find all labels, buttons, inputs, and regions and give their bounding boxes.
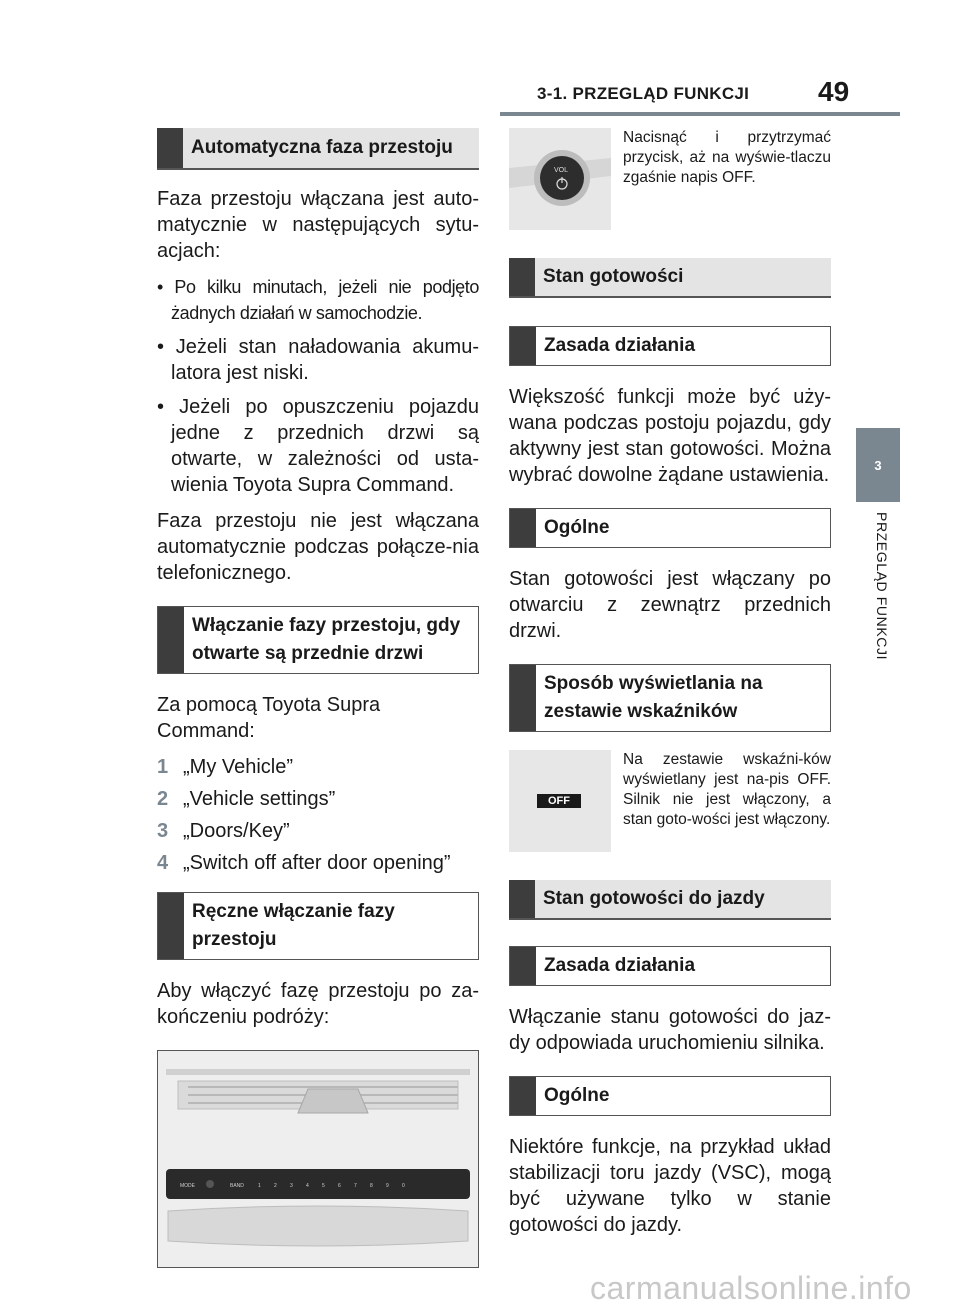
heading-bar [510, 947, 536, 985]
heading-label: Ręczne włączanie fazy przestoju [192, 901, 395, 950]
step-number: 3 [157, 820, 169, 842]
step-item [157, 754, 479, 780]
paragraph: Aby włączyć fazę przestoju po za-kończeniu podróży: [157, 980, 479, 1028]
heading-bar [509, 258, 535, 296]
heading-bar [157, 128, 183, 168]
preset-label: 2 [274, 1183, 277, 1189]
heading-bar [510, 1077, 536, 1115]
heading-label: Stan gotowości [543, 266, 684, 287]
off-indicator-image [509, 750, 611, 852]
step-text: „Switch off after door opening” [183, 852, 451, 874]
page-number: 49 [818, 76, 850, 107]
step-number: 2 [157, 788, 169, 810]
vol-label: VOL [554, 167, 569, 174]
preset-label: 7 [354, 1183, 357, 1189]
paragraph: Za pomocą Toyota Supra Command: [157, 694, 381, 742]
heading-label: Ogólne [544, 517, 610, 538]
power-button-icon [509, 128, 611, 230]
figure-off-indicator [509, 750, 831, 852]
chapter-tab[interactable] [856, 428, 900, 502]
heading-label: Włączanie fazy przestoju, gdy otwarte są przednie drzwi [192, 615, 461, 664]
watermark: carmanualsonline.info [590, 1270, 912, 1306]
heading-bar [509, 880, 535, 918]
preset-label: 0 [402, 1183, 405, 1189]
step-text: „My Vehicle” [183, 756, 294, 778]
left-column [157, 128, 479, 1268]
heading-general [509, 1076, 831, 1116]
step-text: „Doors/Key” [183, 820, 290, 842]
paragraph: Faza przestoju nie jest włączana automatycznie podczas połącze-nia telefonicznego. [157, 510, 479, 584]
preset-label: 1 [258, 1183, 261, 1189]
preset-label: 4 [306, 1183, 309, 1189]
step-number: 1 [157, 756, 169, 778]
heading-label: Stan gotowości do jazdy [543, 888, 765, 909]
step-number: 4 [157, 852, 169, 874]
paragraph: Faza przestoju włączana jest auto-matycznie w następujących sytu-acjach: [157, 188, 479, 262]
step-item [157, 850, 479, 876]
preset-label: 8 [370, 1183, 373, 1189]
figure-caption: Nacisnąć i przytrzymać przycisk, aż na wyświe-tlaczu zgaśnie napis OFF. [623, 129, 831, 186]
dashboard-illustration [157, 1050, 479, 1268]
off-badge: OFF [537, 794, 581, 808]
figure-caption: Na zestawie wskaźni-ków wyświetlany jest na-pis OFF. Silnik nie jest włączony, a stan goto-wości jest włączony. [623, 751, 831, 828]
heading-general [509, 508, 831, 548]
steps-list [157, 754, 479, 876]
heading-bar [158, 607, 184, 673]
dashboard-svg [158, 1051, 478, 1267]
heading-label: Sposób wyświetlania na zestawie wskaźników [544, 673, 763, 722]
bullet-item: • Jeżeli po opuszczeniu pojazdu jedne z przednich drzwi są otwarte, w zależności od usta-wienia Toyota Supra Command. [157, 396, 479, 496]
heading-bar [510, 509, 536, 547]
preset-label: 9 [386, 1183, 389, 1189]
step-item [157, 786, 479, 812]
preset-label: 5 [322, 1183, 325, 1189]
preset-label: 6 [338, 1183, 341, 1189]
paragraph: Większość funkcji może być uży-wana podczas postoju pojazdu, gdy aktywny jest stan gotowości. Można wybrać dowolne żądane ustawienia. [509, 386, 831, 486]
heading-label: Ogólne [544, 1085, 610, 1106]
preset-label: 3 [290, 1183, 293, 1189]
heading-bar [510, 665, 536, 731]
chapter-number: 3 [874, 457, 882, 473]
paragraph: Niektóre funkcje, na przykład układ stabilizacji toru jazdy (VSC), mogą być używane tylko w stanie gotowości do jazdy. [509, 1136, 831, 1236]
section-title: 3-1. PRZEGLĄD FUNKCJI [537, 84, 750, 103]
heading-bar [158, 893, 184, 959]
header-rule [500, 112, 900, 116]
step-text: „Vehicle settings” [183, 788, 336, 810]
bullet-list [157, 274, 479, 498]
mode-label: MODE [180, 1183, 195, 1189]
vol-button-image [509, 128, 611, 230]
paragraph: Stan gotowości jest włączany po otwarciu z zewnątrz przednich drzwi. [509, 568, 831, 642]
heading-principle [509, 326, 831, 366]
heading-doors-open [157, 606, 479, 674]
bullet-item: • Jeżeli stan naładowania akumu-latora jest niski. [157, 336, 479, 384]
heading-bar [510, 327, 536, 365]
right-column [509, 128, 831, 1248]
heading-label: Automatyczna faza przestoju [191, 137, 453, 158]
heading-drive-ready [509, 880, 831, 920]
heading-standby [509, 258, 831, 298]
step-item [157, 818, 479, 844]
chapter-label: PRZEGLĄD FUNKCJI [874, 512, 890, 661]
figure-vol-button [509, 128, 831, 230]
heading-label: Zasada działania [544, 335, 696, 356]
heading-display [509, 664, 831, 732]
band-label: BAND [230, 1183, 244, 1189]
heading-principle [509, 946, 831, 986]
paragraph: Włączanie stanu gotowości do jaz-dy odpowiada uruchomieniu silnika. [509, 1006, 831, 1054]
bullet-item: • Po kilku minutach, jeżeli nie podjęto żadnych działań w samochodzie. [157, 277, 479, 323]
heading-manual-standby [157, 892, 479, 960]
heading-label: Zasada działania [544, 955, 696, 976]
heading-auto-standby [157, 128, 479, 170]
